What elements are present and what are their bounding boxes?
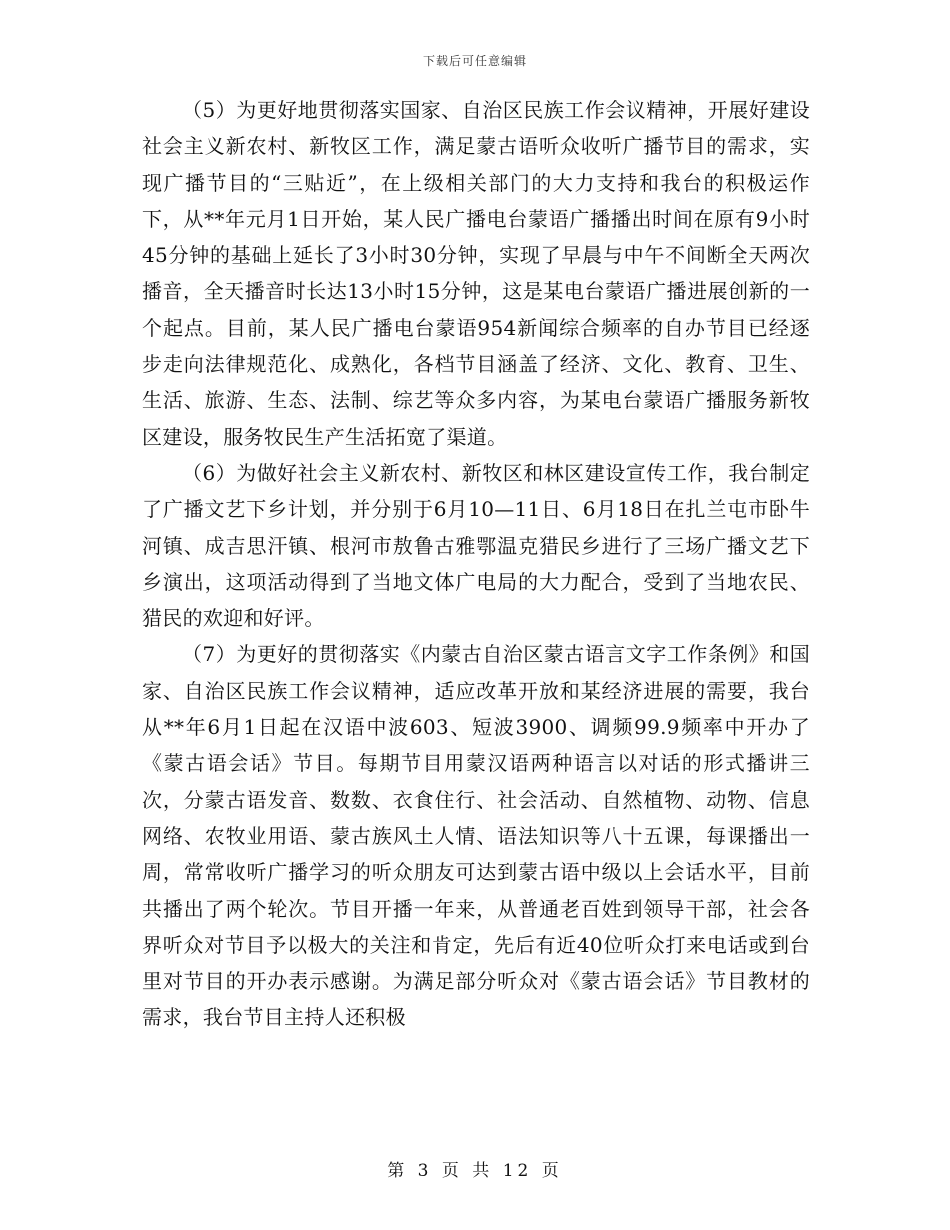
document-body [142, 92, 810, 1036]
paragraph-7: （7）为更好的贯彻落实《内蒙古自治区蒙古语言文字工作条例》和国家、自治区民族工作会议精神，适应改革开放和某经济进展的需要，我台从**年6月1日起在汉语中波603、短波3900、调频99.9频率中开办了《蒙古语会话》节目。每期节目用蒙汉语两种语言以对话的形式播讲三次，分蒙古语发音、数数、衣食住行、社会活动、自然植物、动物、信息网络、农牧业用语、蒙古族风土人情、语法知识等八十五课，每课播出一周，常常收听广播学习的听众朋友可达到蒙古语中级以上会话水平，目前共播出了两个轮次。节目开播一年来，从普通老百姓到领导干部，社会各界听众对节目予以极大的关注和肯定，先后有近40位听众打来电话或到台里对节目的开办表示感谢。为满足部分听众对《蒙古语会话》节目教材的需求，我台节目主持人还积极 [142, 642, 810, 1030]
paragraph-5: （5）为更好地贯彻落实国家、自治区民族工作会议精神，开展好建设社会主义新农村、新牧区工作，满足蒙古语听众收听广播节目的需求，实现广播节目的“三贴近”，在上级相关部门的大力支持和我台的积极运作下，从**年元月1日开始，某人民广播电台蒙语广播播出时间在原有9小时45分钟的基础上延长了3小时30分钟，实现了早晨与中午不间断全天两次播音，全天播音时长达13小时15分钟，这是某电台蒙语广播进展创新的一个起点。目前，某人民广播电台蒙语954新闻综合频率的自办节目已经逐步走向法律规范化、成熟化，各档节目涵盖了经济、文化、教育、卫生、生活、旅游、生态、法制、综艺等众多内容，为某电台蒙语广播服务新牧区建设，服务牧民生产生活拓宽了渠道。 [142, 98, 810, 449]
page-header: 下载后可任意编辑 [422, 54, 527, 68]
page-footer: 第 3 页 共 12 页 [387, 1161, 563, 1181]
paragraph-6: （6）为做好社会主义新农村、新牧区和林区建设宣传工作，我台制定了广播文艺下乡计划，并分别于6月10—11日、6月18日在扎兰屯市卧牛河镇、成吉思汗镇、根河市敖鲁古雅鄂温克猎民乡进行了三场广播文艺下乡演出，这项活动得到了当地文体广电局的大力配合，受到了当地农民、猎民的欢迎和好评。 [142, 460, 810, 631]
